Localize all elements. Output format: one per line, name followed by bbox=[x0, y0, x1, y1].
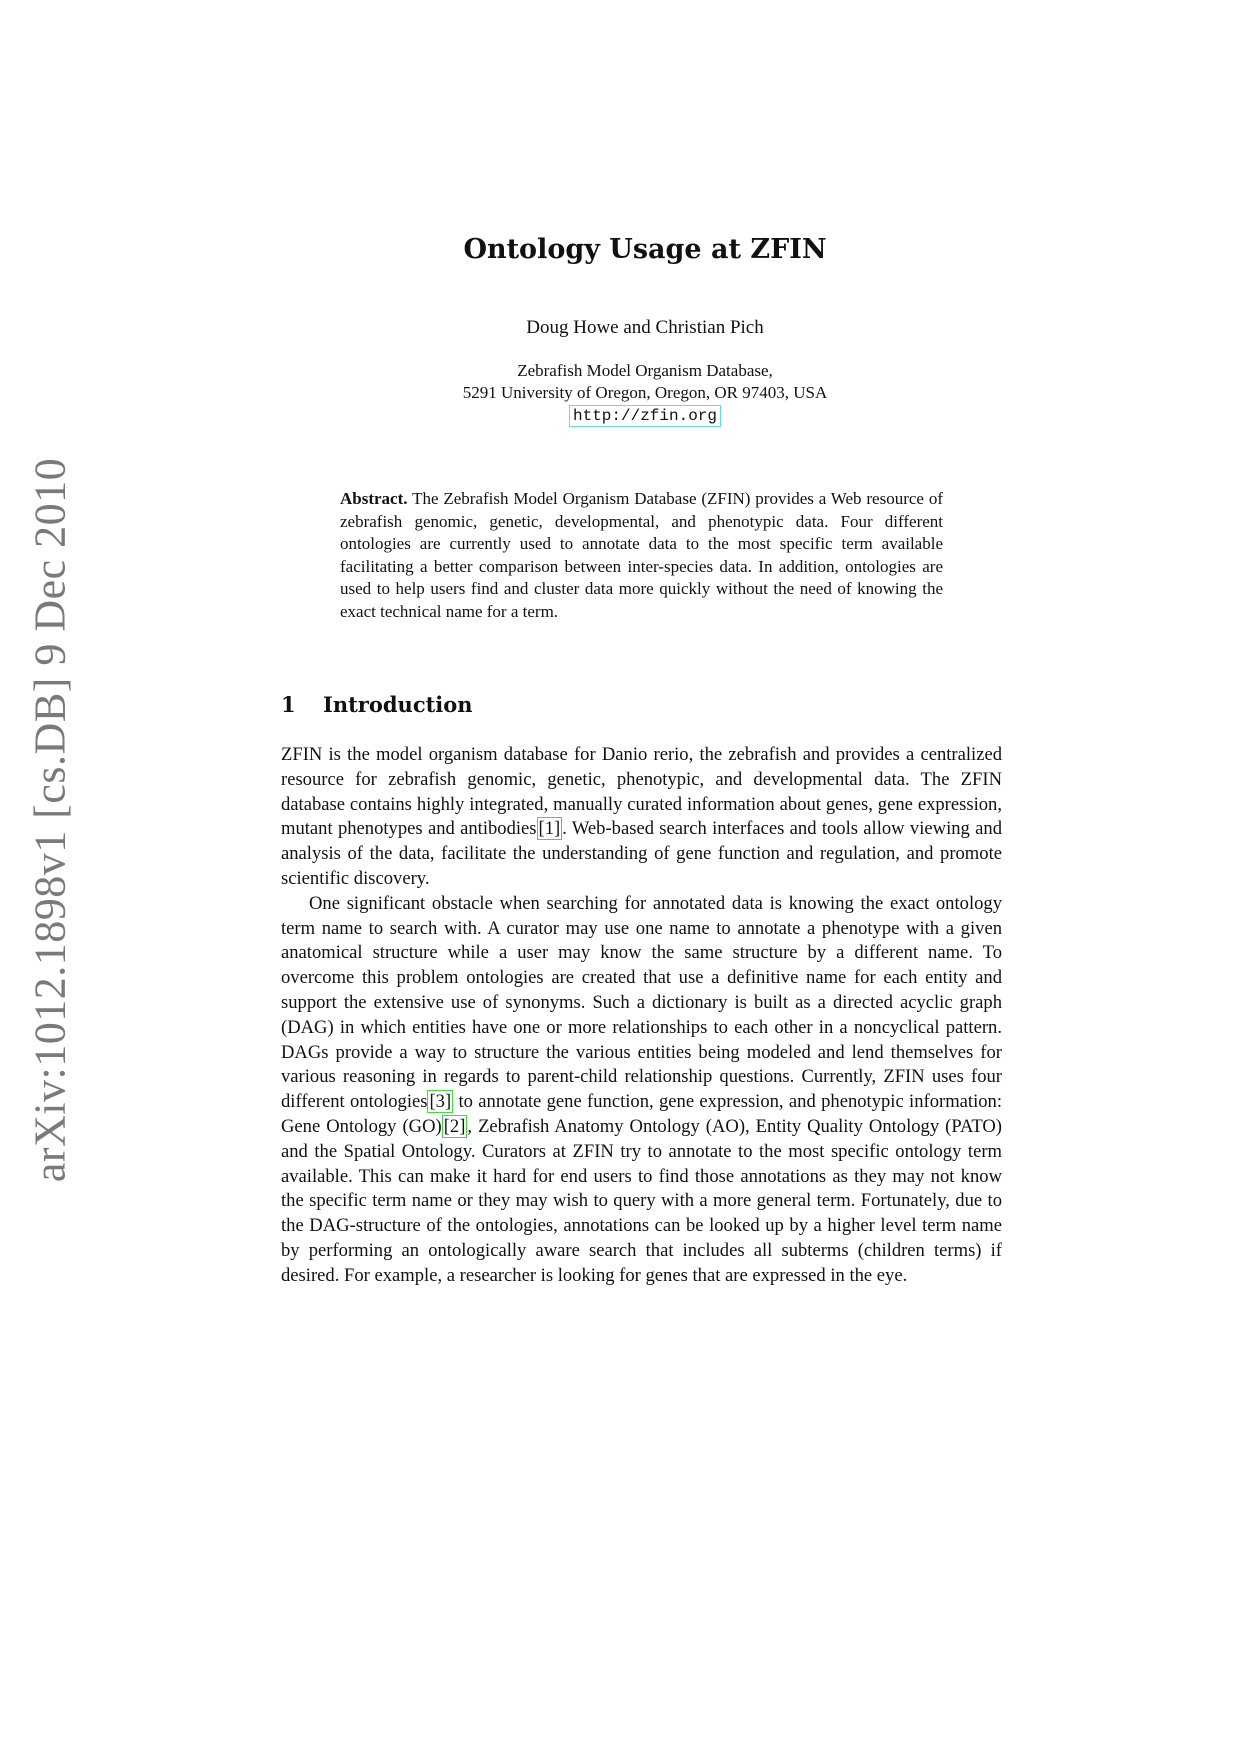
paper-authors: Doug Howe and Christian Pich bbox=[526, 317, 764, 338]
abstract-text: The Zebrafish Model Organism Database (ZFIN) provides a Web resource of zebrafish genomic, genetic, developmental, and phenotypic data. Four different ontologies are currently used to annotate data to the most specific term available facilitating a better comparison between inter-species data. In addition, ontologies are used to help users find and cluster data more quickly without the need of knowing the exact technical name for a term. bbox=[340, 489, 943, 621]
paper-title: Ontology Usage at ZFIN bbox=[463, 234, 827, 265]
paragraph-text: . Web-based search interfaces and tools allow viewing and analysis of the data, facilitate the understanding of gene function and regulation, and promote scientific discovery. bbox=[281, 818, 1002, 889]
affiliation-line-1: Zebrafish Model Organism Database, bbox=[517, 361, 773, 380]
abstract-label: Abstract. bbox=[340, 489, 408, 508]
section-heading-introduction bbox=[281, 692, 473, 717]
citation-link-2[interactable]: [2] bbox=[443, 1115, 466, 1137]
paragraph-text: , Zebrafish Anatomy Ontology (AO), Entity Quality Ontology (PATO) and the Spatial Ontology. Curators at ZFIN try to annotate to the most specific ontology term available. This can make it hard for end users to find those annotations as they may not know the specific term name or they may wish to query with a more general term. Fortunately, due to the DAG-structure of the ontologies, annotations can be looked up by a higher level term name by performing an ontologically aware search that includes all subterms (children terms) if desired. For example, a researcher is looking for genes that are expressed in the eye. bbox=[281, 1115, 1002, 1286]
section-number: 1 bbox=[281, 692, 296, 717]
intro-paragraph-1 bbox=[281, 743, 1002, 892]
affiliation-block bbox=[0, 360, 1241, 427]
paragraph-text: One significant obstacle when searching for annotated data is knowing the exact ontology term name to search with. A curator may use one name to annotate a phenotype with a given anatomical structure while a user may know the same structure by a different name. To overcome this problem ontologies are created that use a definitive name for each entity and support the extensive use of synonyms. Such a dictionary is built as a directed acyclic graph (DAG) in which entities have one or more relationships to each other in a noncyclical pattern. DAGs provide a way to structure the various entities being modeled and lend themselves for various reasoning in regards to parent-child relationship questions. Currently, ZFIN uses four different ontologies bbox=[281, 892, 1002, 1113]
paragraph-text: to annotate gene function, gene expression, and phenotypic information: Gene Ontology (GO) bbox=[281, 1091, 1002, 1137]
paragraph-text: ZFIN is the model organism database for Danio rerio, the zebrafish and provides a centralized resource for zebrafish genomic, genetic, phenotypic, and developmental data. The ZFIN database contains highly integrated, manually curated information about genes, gene expression, mutant phenotypes and antibodies bbox=[281, 744, 1002, 840]
introduction-body bbox=[281, 743, 1002, 1289]
citation-link-1[interactable]: [1] bbox=[538, 818, 561, 840]
affiliation-line-2: 5291 University of Oregon, Oregon, OR 97403, USA bbox=[462, 383, 828, 402]
zfin-url-link[interactable]: http://zfin.org bbox=[569, 405, 721, 427]
abstract bbox=[340, 488, 943, 624]
intro-paragraph-2 bbox=[281, 892, 1002, 1289]
citation-link-3[interactable]: [3] bbox=[429, 1091, 452, 1113]
section-title: Introduction bbox=[323, 692, 473, 717]
arxiv-identifier: arXiv:1012.1898v1 [cs.DB] 9 Dec 2010 bbox=[25, 457, 75, 1183]
